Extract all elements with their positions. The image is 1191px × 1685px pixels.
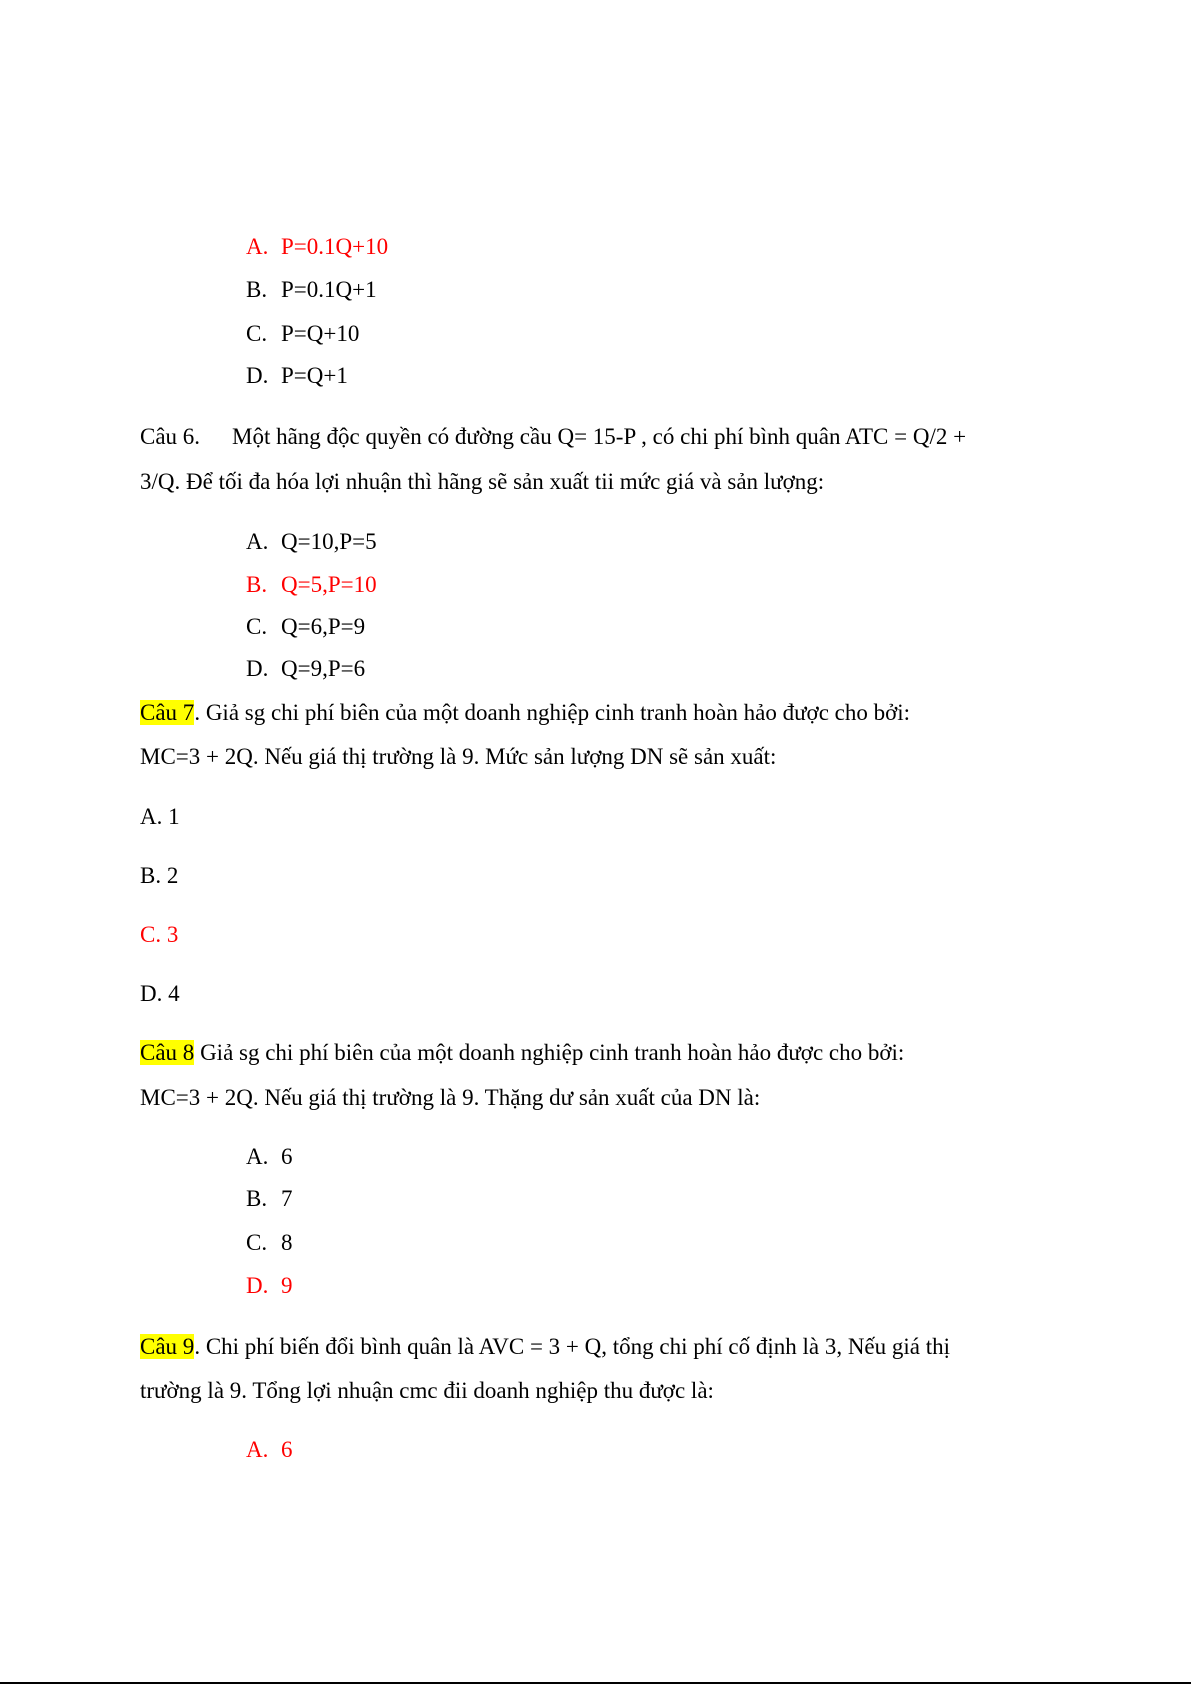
q9-stem-line2: trường là 9. Tổng lợi nhuận cmc đii doanh nghiệp thu được là: <box>140 1378 714 1403</box>
q7-option-b: B. 2 <box>140 863 179 888</box>
q6-option-b: B. Q=5,P=10 <box>246 572 377 597</box>
q8-option-a: A. 6 <box>246 1144 293 1169</box>
q6-option-d: D. Q=9,P=6 <box>246 656 366 681</box>
q7-option-a: A. 1 <box>140 804 180 829</box>
q6-option-a: A. Q=10,P=5 <box>246 529 377 554</box>
page-bottom-rule <box>0 1682 1191 1684</box>
q6-option-c: C. Q=6,P=9 <box>246 614 366 639</box>
q6-label: Câu 6. <box>140 424 201 449</box>
q7-option-c: C. 3 <box>140 922 179 947</box>
q6-stem-line2: 3/Q. Để tối đa hóa lợi nhuận thì hãng sẽ sản xuất tii mức giá và sản lượng: <box>140 469 825 494</box>
q5-option-c: C. P=Q+10 <box>246 321 360 346</box>
q8-option-d: D. 9 <box>246 1273 293 1298</box>
q6-stem-line1: Câu 6. Một hãng độc quyền có đường cầu Q= 15-P , có chi phí bình quân ATC = Q/2 + <box>140 424 967 449</box>
q8-label: Câu 8 <box>140 1040 195 1065</box>
q9-stem-line1: Câu 9. Chi phí biến đổi bình quân là AVC = 3 + Q, tổng chi phí cố định là 3, Nếu giá thị <box>140 1334 951 1359</box>
q7-label: Câu 7 <box>140 700 195 725</box>
q9-option-a: A. 6 <box>246 1437 293 1462</box>
q8-stem-line1: Câu 8 Giả sg chi phí biên của một doanh nghiệp cinh tranh hoàn hảo được cho bởi: <box>140 1040 905 1065</box>
q7-option-d: D. 4 <box>140 981 180 1006</box>
q5-option-b: B. P=0.1Q+1 <box>246 277 377 302</box>
q9-label: Câu 9 <box>140 1334 195 1359</box>
q5-option-a: A. P=0.1Q+10 <box>246 234 389 259</box>
q7-stem-line1: Câu 7. Giả sg chi phí biên của một doanh nghiệp cinh tranh hoàn hảo được cho bởi: <box>140 700 911 725</box>
q8-option-b: B. 7 <box>246 1186 293 1211</box>
q8-option-c: C. 8 <box>246 1230 293 1255</box>
q7-stem-line2: MC=3 + 2Q. Nếu giá thị trường là 9. Mức sản lượng DN sẽ sản xuất: <box>140 744 777 769</box>
q8-stem-line2: MC=3 + 2Q. Nếu giá thị trường là 9. Thặng dư sản xuất của DN là: <box>140 1085 761 1110</box>
q5-option-d: D. P=Q+1 <box>246 363 348 388</box>
